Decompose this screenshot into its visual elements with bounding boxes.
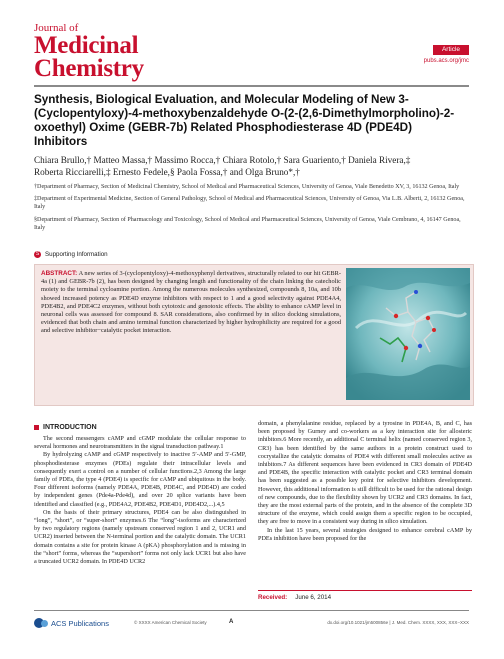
paper-title: Synthesis, Biological Evaluation, and Molecular Modeling of New 3-(Cyclopentyloxy)-4-methoxybenzaldehyde O-(2-(2,6-Dimethylmorpholino)-2-oxoethyl) Oxime (GEBR-7b) Related Phosphodiesterase 4D (PDE4D) Inhibitors [34, 93, 455, 148]
affiliation: ‡Department of Experimental Medicine, Section of General Pathology, School of Medical and Pharmaceutical Sciences, University of Genoa, Via L.B. Alberti, 2, 16132 Genoa, Italy [34, 196, 465, 211]
publisher-name: ACS Publications [51, 618, 109, 628]
section-marker-icon [34, 425, 39, 430]
received-label: Received: [258, 594, 288, 601]
supporting-info-label: Supporting Information [45, 251, 108, 258]
journal-name-line2: Medicinal [34, 32, 139, 59]
acs-logo-dot-icon [41, 620, 48, 627]
abstract-text: A new series of 3-(cyclopentyloxy)-4-methoxyphenyl derivatives, structurally related to our hit GEBR-4a (1) and GEBR-7b (2), has been designed by changing length and functionality of the chain linking the catecholic moiety to the terminal cycloamine portion. Among the numerous molecules synthesized, compounds 8, 10a, and 10b showed increased potency as PDE4D enzyme inhibitors with respect to 1 and a good selectivity against PDE4A4, PDE4B2, and PDE4C2 enzymes, without both cytotoxic and genotoxic effects. The ability to enhance cAMP level in neuronal cells was assessed for compound 8. SAR considerations, also confirmed by in silico docking simulations, evidenced that both chain and amino terminal function characterized by higher hydrophilicity are required for a good and selective inhibitor−catalytic pocket interaction. [41, 270, 341, 335]
doi-citation[interactable]: dx.doi.org/10.1021/jm500856e | J. Med. Chem. XXXX, XXX, XXX−XXX [327, 620, 469, 625]
paragraph: By hydrolyzing cAMP and cGMP respectively to inactive 5′-AMP and 5′-GMP, phosphodiesterase enzymes (PDEs) regulate their intracellular levels and consequently exert a control on a number of cellular functions.2,3 Among the large family of PDEs, the type 4 (PDE4) is specific for cAMP and ubiquitous in the body. Four different isoforms (namely PDE4A, PDE4B, PDE4C, and PDE4D) are coded by independent genes (Pde4a-Pde4d), and over 20 splice variants have been identified and classified (e.g., PDE4A2, PDE4B2, PDE4D1, PDE4D2,...).4,5 [34, 451, 246, 508]
author-list [34, 155, 472, 178]
paragraph: In the last 15 years, several strategies designed to enhance cerebral cAMP by PDEs inhibition have been proposed for the [258, 526, 472, 542]
abstract [41, 270, 341, 336]
author-line: Chiara Brullo,† Matteo Massa,† Massimo Rocca,† Chiara Rotolo,† Sara Guariento,† Daniela Rivera,‡ [34, 155, 411, 165]
supporting-information-link[interactable] [34, 251, 108, 258]
journal-logo [34, 22, 164, 80]
received-line [258, 594, 331, 601]
toc-graphic [346, 268, 470, 400]
supporting-info-icon: S [35, 251, 40, 257]
article-badge: Article [433, 45, 469, 55]
body-column-left [34, 435, 246, 566]
journal-url[interactable]: pubs.acs.org/jmc [423, 58, 469, 64]
page-number: A [229, 619, 234, 625]
author-line: Roberta Ricciarelli,‡ Ernesto Fedele,§ Paola Fossa,† and Olga Bruno*,† [34, 166, 300, 177]
body-column-right [258, 420, 472, 543]
paragraph: The second messengers cAMP and cGMP modulate the cellular response to several hormones and neurotransmitters in the signal transduction pathway.1 [34, 435, 246, 451]
journal-name-line3: Chemistry [34, 55, 144, 82]
received-divider [258, 590, 472, 591]
affiliations [34, 183, 472, 236]
journal-name-line1: Journal of [34, 22, 79, 34]
received-date: June 6, 2014 [295, 594, 332, 601]
publisher-logo [34, 618, 109, 628]
paragraph: domain, a phenylalanine residue, replaced by a tyrosine in PDE4A, B, and C, has been proposed by Gurney and co-workers as a key interaction site for allosteric inhibitors.6 More recently, an additional C terminal helix (named conserved region 3, CR3) has been identified by the same authors in a protein construct used to cocrystallize the catalytic domains of PDE4 with different small molecules active as inhibitors.7 As different sequences have been evidenced in CR3 domain of PDE4D and PDE4B, the specific interaction with catalytic pocket and CR3 terminal domain has been suggested as a possible key point for selective inhibitors development. However, this additional information is still difficult to be used for the rational design of new compounds, due to the flexibility shown by UCR2 and CR3 domains. In fact, they are the most external parts of the protein, and in the absence of the complete 3D structure of the enzyme, which could assign them a specific region to be occupied, they are free to move in a consistent way during in silico simulation. [258, 420, 472, 526]
section-heading-introduction [34, 424, 97, 431]
paragraph: On the basis of their primary structures, PDE4 can be also distinguished in “long”, “short”, or “super-short” enzymes.6 The “long”-isoforms are characterized by two regulatory regions (namely upstream conserved region 1 and 2, UCR1 and UCR2) inserted between the N-terminal portion and the catalytic domain. The UCR1 domain contains a site for protein kinase A (pKA) phosphorylation and is missing in the “short” forms, whereas the “supershort” forms not only lack UCR1 but also have a truncated UCR2 domain. In PDE4D UCR2 [34, 508, 246, 566]
affiliation: †Department of Pharmacy, Section of Medicinal Chemistry, School of Medical and Pharmaceutical Sciences, University of Genoa, Viale Benedetto XV, 3, 16132 Genoa, Italy [34, 184, 460, 190]
copyright: © XXXX American Chemical Society [134, 620, 207, 625]
abstract-label: ABSTRACT: [41, 270, 78, 277]
affiliation: §Department of Pharmacy, Section of Pharmacology and Toxicology, School of Medical and Pharmaceutical Sciences, University of Genoa, Viale Cembrano, 4, 16147 Genoa, Italy [34, 216, 461, 231]
page-footer [34, 610, 469, 635]
header-divider [34, 85, 469, 87]
section-title: INTRODUCTION [43, 424, 97, 431]
abstract-box [34, 264, 474, 406]
